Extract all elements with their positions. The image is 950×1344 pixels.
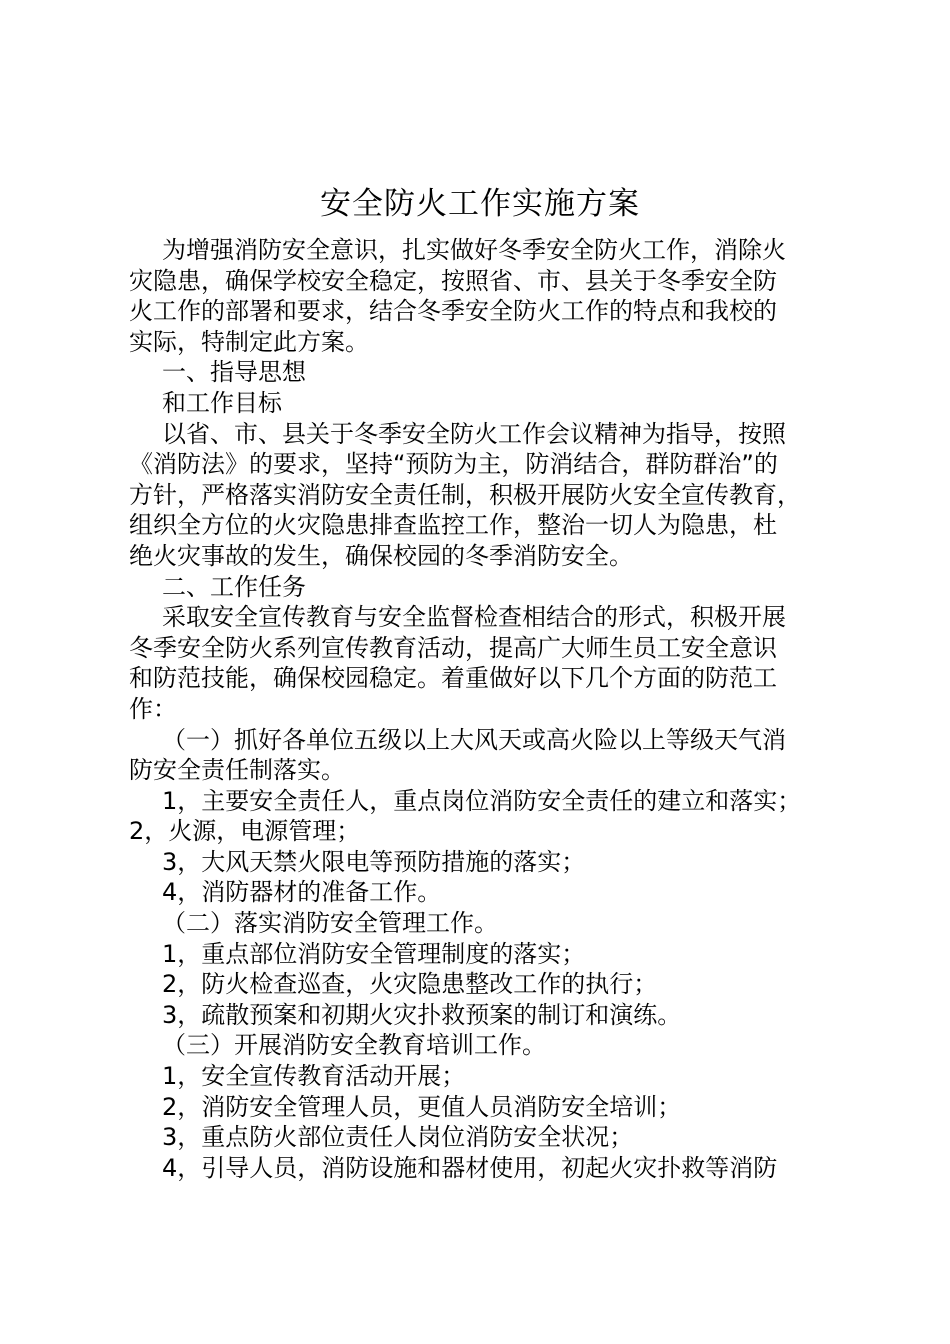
body-line: 为增强消防安全意识，扎实做好冬季安全防火工作，消除火 xyxy=(162,236,786,264)
body-line: 二、工作任务 xyxy=(162,572,306,601)
body-line: 1，重点部位消防安全管理制度的落实； xyxy=(162,939,586,968)
body-line: 1，主要安全责任人，重点岗位消防安全责任的建立和落实； xyxy=(162,786,802,815)
body-line: 3，重点防火部位责任人岗位消防安全状况； xyxy=(162,1123,634,1152)
body-line: 4，消防器材的准备工作。 xyxy=(162,878,442,907)
body-line: 火工作的部署和要求，结合冬季安全防火工作的特点和我校的 xyxy=(129,297,777,326)
document-title: 安全防火工作实施方案 xyxy=(320,186,640,222)
document-body xyxy=(129,235,849,1183)
body-line: （一）抓好各单位五级以上大风天或高火险以上等级天气消 xyxy=(162,725,786,754)
body-line: （三）开展消防安全教育培训工作。 xyxy=(162,1031,546,1060)
body-line: 4，引导人员，消防设施和器材使用，初起火灾扑救等消防 xyxy=(162,1153,778,1182)
body-line: 采取安全宣传教育与安全监督检查相结合的形式，积极开展 xyxy=(162,603,786,632)
body-line: 防安全责任制落实。 xyxy=(129,756,345,785)
body-line: 方针，严格落实消防安全责任制，积极开展防火安全宣传教育， xyxy=(129,480,801,509)
body-line: 2，火源，电源管理； xyxy=(129,817,361,846)
body-line: （二）落实消防安全管理工作。 xyxy=(162,909,498,938)
body-line: 实际，特制定此方案。 xyxy=(129,327,369,356)
body-line: 一、指导思想 xyxy=(162,358,306,387)
body-line: 以省、市、县关于冬季安全防火工作会议精神为指导，按照 xyxy=(162,419,786,448)
body-line: 灾隐患，确保学校安全稳定，按照省、市、县关于冬季安全防 xyxy=(129,266,777,295)
body-line: 3，疏散预案和初期火灾扑救预案的制订和演练。 xyxy=(162,1000,682,1029)
body-line: 2，防火检查巡查，火灾隐患整改工作的执行； xyxy=(162,970,658,999)
body-line: 《消防法》的要求，坚持“预防为主，防消结合，群防群治”的 xyxy=(129,450,778,479)
body-line: 1，安全宣传教育活动开展； xyxy=(162,1062,466,1091)
body-line: 组织全方位的火灾隐患排查监控工作，整治一切人为隐患，杜 xyxy=(129,511,777,540)
body-line: 和工作目标 xyxy=(162,388,282,417)
body-line: 和防范技能，确保校园稳定。着重做好以下几个方面的防范工 xyxy=(129,664,777,693)
body-line: 3，大风天禁火限电等预防措施的落实； xyxy=(162,847,586,876)
body-line: 2，消防安全管理人员，更值人员消防安全培训； xyxy=(162,1092,682,1121)
body-line: 作： xyxy=(129,694,177,723)
body-line: 绝火灾事故的发生，确保校园的冬季消防安全。 xyxy=(129,541,633,570)
body-line: 冬季安全防火系列宣传教育活动，提高广大师生员工安全意识 xyxy=(129,633,777,662)
